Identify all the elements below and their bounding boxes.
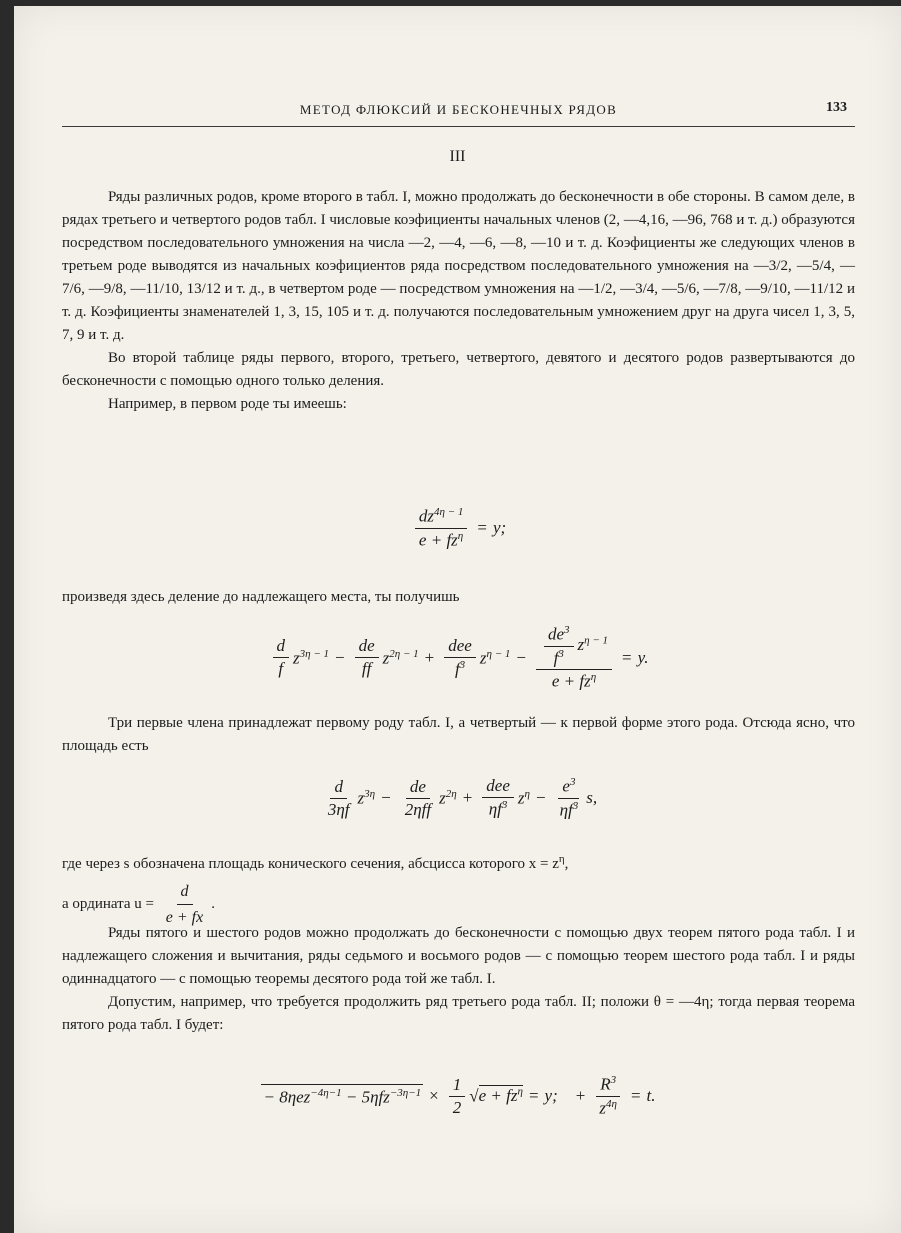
paragraph-4: произведя здесь деление до надлежащего места, ты получишь <box>62 589 460 605</box>
header-title: МЕТОД ФЛЮКСИЙ И БЕСКОНЕЧНЫХ РЯДОВ <box>299 102 618 117</box>
body-text-3 <box>62 712 855 758</box>
paragraph-1: Ряды различных родов, кроме второго в табл. I, можно продолжать до бесконечности в обе стороны. В самом деле, в рядах третьего и четвертого родов табл. I числовые коэфициенты начальных членов (2, —4,16, —96, 768 и т. д.) образуются посредством последовательного умножения на числа —2, —4, —6, —8, —10 и т. д. Коэфициенты же следующих членов в третьем роде выводятся из начальных коэфициентов ряда посредством последовательного умножения на —3/2, —5/4, —7/6, —9/8, —11/10, 13/12 и т. д., в четвертом роде — посредством умножения на —1/2, —3/4, —5/6, —7/8, —9/10, —11/12 и т. д. Коэфициенты знаменателей 1, 3, 15, 105 и т. д. получаются последовательным умножением друг на друга чисел 1, 3, 5, 7, 9 и т. д. <box>62 189 855 343</box>
equation-1: $\frac{dz^{4\eta - 1}}{e + fz^\eta}$ = y; <box>62 506 855 550</box>
equation-4: − 8ηez$^{-4\eta-1}$ − 5ηfz$^{-3\eta-1}$ × $\frac{1}{2}$ $√e + fz^\eta$ = y; + $\frac{R^3}{z^{4\eta}}$ = t. <box>263 1074 656 1118</box>
equation-2: $\frac{d}{f}$ $z^{3\eta - 1}$ − $\frac{de}{ff}$ $z^{2\eta - 1}$ + $\frac{\text{dee}}{f^3}$ $z^{\eta - 1}$ − $\frac{de^3}{f^3}$ $z^{\eta - 1}$ $e + fz^\eta$ = y. <box>62 624 855 692</box>
paragraph-8: Допустим, например, что требуется продолжить ряд третьего рода табл. II; положи θ = —4η; тогда первая теорема пятого рода табл. I будет: <box>62 994 855 1033</box>
section-label: III <box>449 148 466 165</box>
paragraph-2: Во второй таблице ряды первого, второго, третьего, четвертого, девятого и десятого родов развертываются до бесконечности с помощью одного только деления. <box>62 350 855 389</box>
equation-3: $\frac{d}{3\eta f}$ $z^{3\eta}$ − $\frac{de}{\text{2ηff}}$ $z^{2\eta}$ + $\frac{\text{dee}}{\eta f^3}$ $z^\eta$ − $\frac{e^3}{\eta f^3}$ s, <box>327 776 598 820</box>
paragraph-5: Три первые члена принадлежат первому роду табл. I, а четвертый — к первой форме этого рода. Отсюда ясно, что площадь есть <box>62 715 855 754</box>
paragraph-3: Например, в первом роде ты имеешь: <box>108 396 347 412</box>
book-page <box>14 6 901 1233</box>
paragraph-6a: где через s обозначена площадь конического сечения, абсцисса которого x = z <box>62 856 559 872</box>
paragraph-7: Ряды пятого и шестого родов можно продолжать до бесконечности с помощью двух теорем пятого рода табл. I и надлежащего сложения и вычитания, ряды седьмого и восьмого родов — с помощью теорем шестого рода табл. I и ряды одиннадцатого — с помощью теоремы десятого рода той же табл. I. <box>62 925 855 987</box>
running-header <box>62 92 855 127</box>
page-number: 133 <box>826 100 847 115</box>
body-text-4: где через s обозначена площадь конического сечения, абсцисса которого $x = z^\eta$, а ордината u = $\frac{d}{e + fx}$ . <box>62 853 569 926</box>
paragraph-6b: а ордината u = <box>62 895 155 912</box>
body-text-1 <box>62 186 855 416</box>
body-text-2 <box>62 586 855 609</box>
body-text-5 <box>62 922 855 1037</box>
